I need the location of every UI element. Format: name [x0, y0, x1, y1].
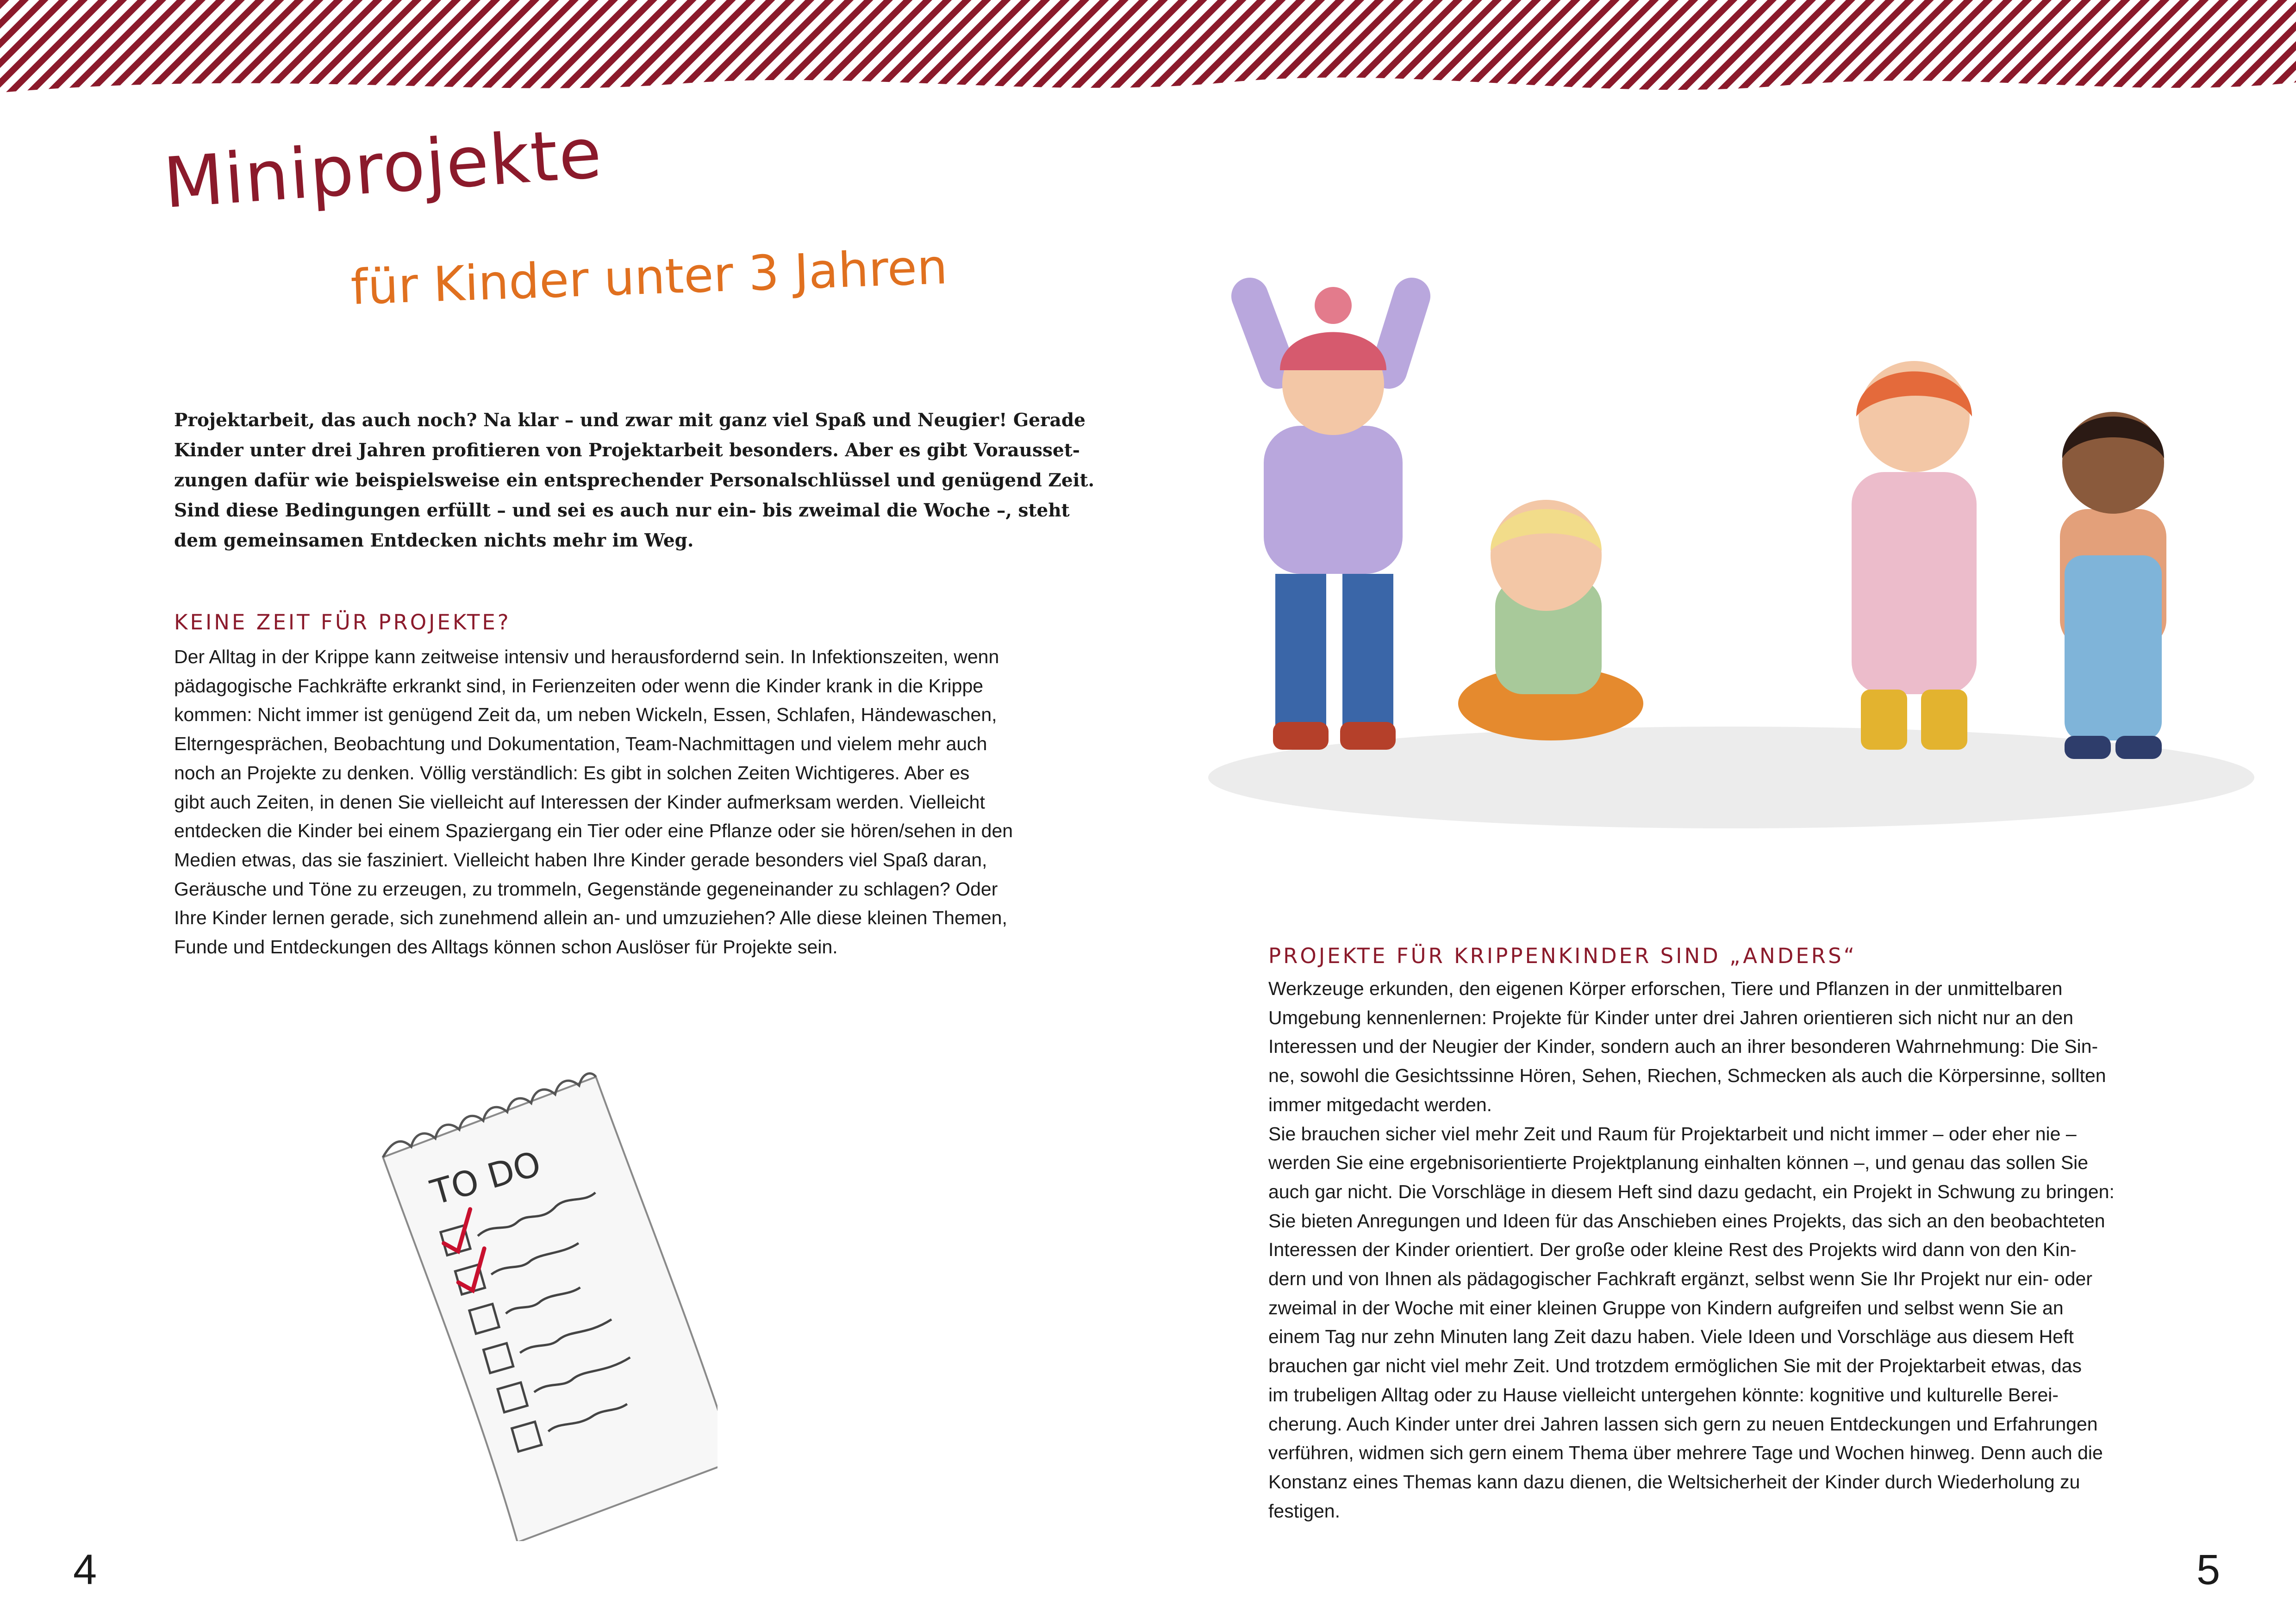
body-line: Medien etwas, das sie fasziniert. Vielleicht haben Ihre Kinder gerade besonders viel Spaß daran,: [174, 849, 987, 871]
children-illustration: [1194, 278, 2268, 842]
body-line: Ihre Kinder lernen gerade, sich zunehmend allein an- und umzuziehen? Alle diese kleinen Themen,: [174, 907, 1007, 929]
page-number-right: 5: [2196, 1546, 2221, 1593]
body-line: noch an Projekte zu denken. Völlig verständlich: Es gibt in solchen Zeiten Wichtigeres. Aber es: [174, 762, 970, 784]
section-heading-keine-zeit: KEINE ZEIT FÜR PROJEKTE?: [174, 610, 511, 634]
body-line: auch gar nicht. Die Vorschläge in diesem Heft sind dazu gedacht, ein Projekt in Schwung zu bringen:: [1268, 1181, 2115, 1202]
page-title: Miniprojekte: [161, 113, 605, 224]
body-line: immer mitgedacht werden.: [1268, 1094, 1492, 1115]
body-line: Geräusche und Töne zu erzeugen, zu trommeln, Gegenstände gegeneinander zu schlagen? Oder: [174, 878, 998, 900]
child-pink-hat: [1250, 287, 1412, 750]
body-line: pädagogische Fachkräfte erkrankt sind, in Ferienzeiten oder wenn die Kinder krank in die Krippe: [174, 675, 984, 696]
body-line: brauchen gar nicht viel mehr Zeit. Und trotzdem ermöglichen Sie mit der Projektarbeit etwas, das: [1268, 1355, 2082, 1377]
body-line: Interessen und der Neugier der Kinder, sondern auch an ihrer besonderen Wahrnehmung: Die Sin-: [1268, 1036, 2098, 1057]
intro-line: dem gemeinsamen Entdecken nichts mehr im Weg.: [174, 530, 694, 551]
body-line: ne, sowohl die Gesichtssinne Hören, Sehen, Riechen, Schmecken als auch die Körpersinne, sollten: [1268, 1065, 2106, 1087]
intro-paragraph: [174, 405, 1095, 556]
body-line: Elterngesprächen, Beobachtung und Dokumentation, Team-Nachmittagen und vielem mehr auch: [174, 733, 987, 755]
todo-note-title: TO DO: [426, 1144, 545, 1213]
page-number-left: 4: [73, 1546, 97, 1593]
body-line: im trubeligen Alltag oder zu Hause vielleicht untergehen könnte: kognitive und kulturelle Berei-: [1268, 1384, 2059, 1405]
child-blonde-sitting: [1458, 500, 1643, 740]
body-line: festigen.: [1268, 1500, 1340, 1522]
intro-line: zungen dafür wie beispielsweise ein entsprechender Personalschlüssel und genügend Zeit.: [174, 470, 1095, 491]
intro-line: Sind diese Bedingungen erfüllt – und sei es auch nur ein- bis zweimal die Woche –, steht: [174, 500, 1070, 521]
todo-note-illustration: [356, 1041, 718, 1541]
body-line: kommen: Nicht immer ist genügend Zeit da, um neben Wickeln, Essen, Schlafen, Händewaschen,: [174, 704, 997, 726]
body-line: zweimal in der Woche mit einer kleinen Gruppe von Kindern aufgreifen und selbst wenn Sie an: [1268, 1297, 2064, 1318]
body-line: verführen, widmen sich gern einem Thema über mehrere Tage und Wochen hinweg. Denn auch die: [1268, 1442, 2103, 1464]
body-line: cherung. Auch Kinder unter drei Jahren lassen sich gern zu neuen Entdeckungen und Erfahrungen: [1268, 1413, 2098, 1435]
section-heading-krippenkinder: PROJEKTE FÜR KRIPPENKINDER SIND „ANDERS“: [1268, 944, 1857, 968]
body-line: werden Sie eine ergebnisorientierte Projektplanung einhalten können –, und genau das sollen Sie: [1268, 1152, 2089, 1174]
child-pink-coat: [1852, 361, 1977, 750]
body-line: Sie bieten Anregungen und Ideen für das Anschieben eines Projekts, das sich an den beobachteten: [1268, 1210, 2105, 1231]
intro-line: Kinder unter drei Jahren profitieren von Projektarbeit besonders. Aber es gibt Vorausset-: [174, 440, 1080, 461]
body-line: entdecken die Kinder bei einem Spaziergang ein Tier oder eine Pflanze oder sie hören/sehen in den: [174, 820, 1013, 842]
body-line: gibt auch Zeiten, in denen Sie vielleicht auf Interessen der Kinder aufmerksam werden. Vielleicht: [174, 791, 985, 813]
section-body-krippenkinder: [1268, 974, 2120, 1525]
child-blue-overalls: [2060, 412, 2166, 759]
body-line: Funde und Entdeckungen des Alltags können schon Auslöser für Projekte sein.: [174, 936, 838, 958]
body-line: Umgebung kennenlernen: Projekte für Kinder unter drei Jahren orientieren sich nicht nur an den: [1268, 1007, 2073, 1028]
striped-header-band: [0, 0, 2296, 106]
section-body-keine-zeit: [174, 642, 1044, 962]
body-line: Sie brauchen sicher viel mehr Zeit und Raum für Projektarbeit und nicht immer – oder eher nie –: [1268, 1123, 2077, 1144]
intro-line: Projektarbeit, das auch noch? Na klar – und zwar mit ganz viel Spaß und Neugier! Gerade: [174, 410, 1086, 431]
body-line: Werkzeuge erkunden, den eigenen Körper erforschen, Tiere und Pflanzen in der unmittelbaren: [1268, 978, 2063, 999]
body-line: Der Alltag in der Krippe kann zeitweise intensiv und herausfordernd sein. In Infektionszeiten, wenn: [174, 646, 999, 667]
page-subtitle: für Kinder unter 3 Jahren: [349, 238, 948, 316]
body-line: dern und von Ihnen als pädagogischer Fachkraft ergänzt, selbst wenn Sie Ihr Projekt nur ein- oder: [1268, 1268, 2092, 1290]
body-line: einem Tag nur zehn Minuten lang Zeit dazu haben. Viele Ideen und Vorschläge aus diesem Heft: [1268, 1326, 2074, 1348]
body-line: Interessen der Kinder orientiert. Der große oder kleine Rest des Projekts wird dann von den Kin-: [1268, 1239, 2077, 1261]
body-line: Konstanz eines Themas kann dazu dienen, die Weltsicherheit der Kinder durch Wiederholung zu: [1268, 1471, 2080, 1492]
